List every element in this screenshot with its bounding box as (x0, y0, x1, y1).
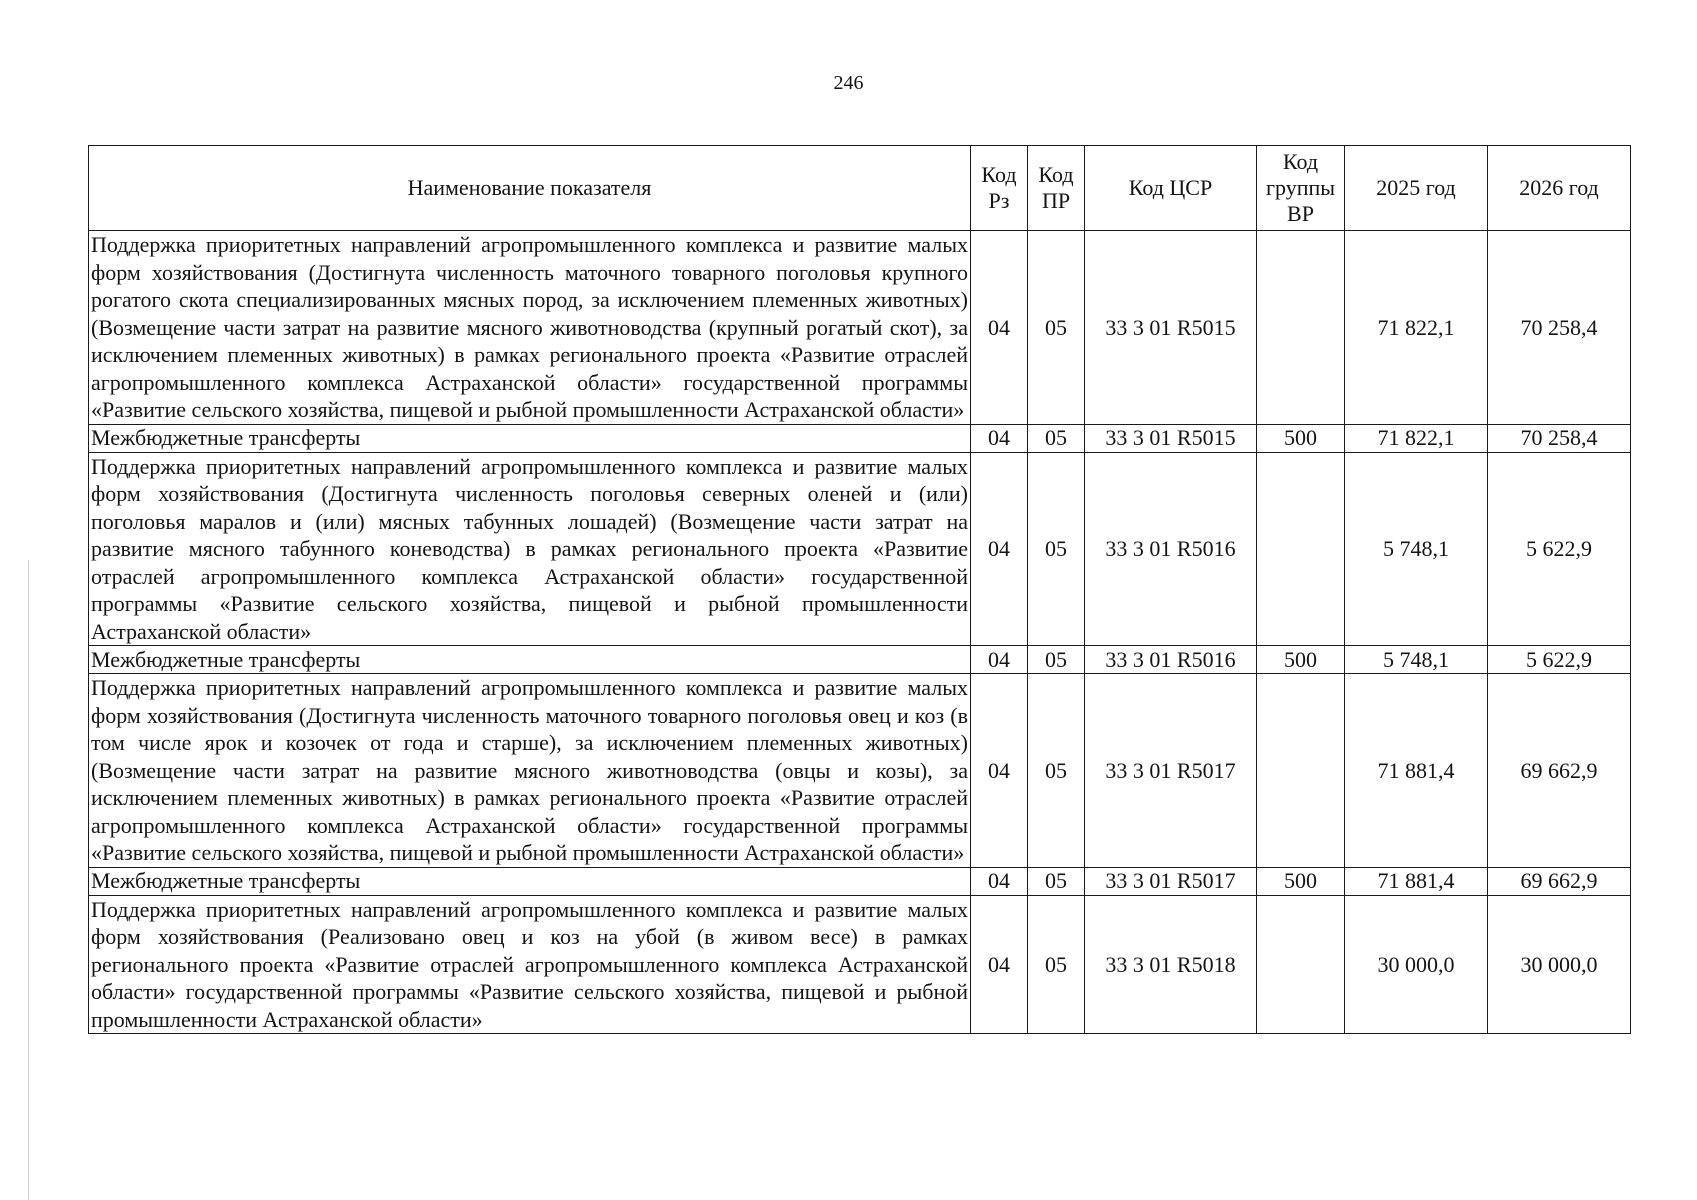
row-csr: 33 3 01 R5017 (1085, 867, 1257, 895)
budget-table (88, 145, 1631, 1034)
row-2025: 71 822,1 (1345, 231, 1488, 425)
table-row (89, 231, 1631, 425)
row-vr: 500 (1257, 424, 1345, 452)
row-2025: 5 748,1 (1345, 646, 1488, 674)
row-name: Межбюджетные трансферты (89, 867, 971, 895)
row-csr: 33 3 01 R5018 (1085, 895, 1257, 1034)
row-2026: 70 258,4 (1488, 424, 1631, 452)
row-name: Поддержка приоритетных направлений агропромышленного комплекса и развитие малых форм хозяйствования (Достигнута численность поголовья северных оленей и (или) поголовья маралов и (или) мясных табунных лошадей) (Возмещение части затрат на развитие мясного табунного коневодства) в рамках регионального проекта «Развитие отраслей агропромышленного комплекса Астраханской области» государственной программы «Развитие сельского хозяйства, пищевой и рыбной промышленности Астраханской области» (89, 452, 971, 646)
row-2025: 71 822,1 (1345, 424, 1488, 452)
header-2025: 2025 год (1345, 146, 1488, 231)
header-name: Наименование показателя (89, 146, 971, 231)
row-vr (1257, 452, 1345, 646)
table-row (89, 674, 1631, 868)
row-2026: 69 662,9 (1488, 867, 1631, 895)
row-csr: 33 3 01 R5017 (1085, 674, 1257, 868)
table-row (89, 452, 1631, 646)
header-pr: Код ПР (1028, 146, 1085, 231)
row-rz: 04 (971, 646, 1028, 674)
table-header-row (89, 146, 1631, 231)
row-csr: 33 3 01 R5016 (1085, 646, 1257, 674)
row-csr: 33 3 01 R5016 (1085, 452, 1257, 646)
table-row (89, 895, 1631, 1034)
row-vr (1257, 674, 1345, 868)
row-name: Поддержка приоритетных направлений агропромышленного комплекса и развитие малых форм хозяйствования (Реализовано овец и коз на убой (в живом весе) в рамках регионального проекта «Развитие отраслей агропромышленного комплекса Астраханской области» государственной программы «Развитие сельского хозяйства, пищевой и рыбной промышленности Астраханской области» (89, 895, 971, 1034)
row-rz: 04 (971, 895, 1028, 1034)
row-pr: 05 (1028, 452, 1085, 646)
row-pr: 05 (1028, 231, 1085, 425)
row-pr: 05 (1028, 646, 1085, 674)
row-rz: 04 (971, 424, 1028, 452)
row-vr: 500 (1257, 646, 1345, 674)
row-pr: 05 (1028, 674, 1085, 868)
row-2026: 30 000,0 (1488, 895, 1631, 1034)
table-row (89, 646, 1631, 674)
row-2026: 5 622,9 (1488, 452, 1631, 646)
row-csr: 33 3 01 R5015 (1085, 424, 1257, 452)
header-rz: Код Рз (971, 146, 1028, 231)
page-number: 246 (833, 72, 864, 94)
row-2025: 71 881,4 (1345, 867, 1488, 895)
row-name: Межбюджетные трансферты (89, 424, 971, 452)
table-row (89, 424, 1631, 452)
row-vr (1257, 231, 1345, 425)
row-2026: 5 622,9 (1488, 646, 1631, 674)
row-rz: 04 (971, 674, 1028, 868)
row-2025: 30 000,0 (1345, 895, 1488, 1034)
row-pr: 05 (1028, 895, 1085, 1034)
row-rz: 04 (971, 231, 1028, 425)
row-vr: 500 (1257, 867, 1345, 895)
header-2026: 2026 год (1488, 146, 1631, 231)
row-csr: 33 3 01 R5015 (1085, 231, 1257, 425)
row-rz: 04 (971, 452, 1028, 646)
row-2026: 70 258,4 (1488, 231, 1631, 425)
row-rz: 04 (971, 867, 1028, 895)
row-2025: 71 881,4 (1345, 674, 1488, 868)
row-name: Межбюджетные трансферты (89, 646, 971, 674)
header-vr: Код группы ВР (1257, 146, 1345, 231)
row-name: Поддержка приоритетных направлений агропромышленного комплекса и развитие малых форм хозяйствования (Достигнута численность маточного товарного поголовья крупного рогатого скота специализированных мясных пород, за исключением племенных животных) (Возмещение части затрат на развитие мясного животноводства (крупный рогатый скот), за исключением племенных животных) в рамках регионального проекта «Развитие отраслей агропромышленного комплекса Астраханской области» государственной программы «Развитие сельского хозяйства, пищевой и рыбной промышленности Астраханской области» (89, 231, 971, 425)
row-name: Поддержка приоритетных направлений агропромышленного комплекса и развитие малых форм хозяйствования (Достигнута численность маточного товарного поголовья овец и коз (в том числе ярок и козочек от года и старше), за исключением племенных животных) (Возмещение части затрат на развитие мясного животноводства (овцы и козы), за исключением племенных животных) в рамках регионального проекта «Развитие отраслей агропромышленного комплекса Астраханской области» государственной программы «Развитие сельского хозяйства, пищевой и рыбной промышленности Астраханской области» (89, 674, 971, 868)
table-row (89, 867, 1631, 895)
row-2025: 5 748,1 (1345, 452, 1488, 646)
row-2026: 69 662,9 (1488, 674, 1631, 868)
row-pr: 05 (1028, 867, 1085, 895)
scan-margin-line (28, 560, 29, 1200)
row-vr (1257, 895, 1345, 1034)
row-pr: 05 (1028, 424, 1085, 452)
header-csr: Код ЦСР (1085, 146, 1257, 231)
